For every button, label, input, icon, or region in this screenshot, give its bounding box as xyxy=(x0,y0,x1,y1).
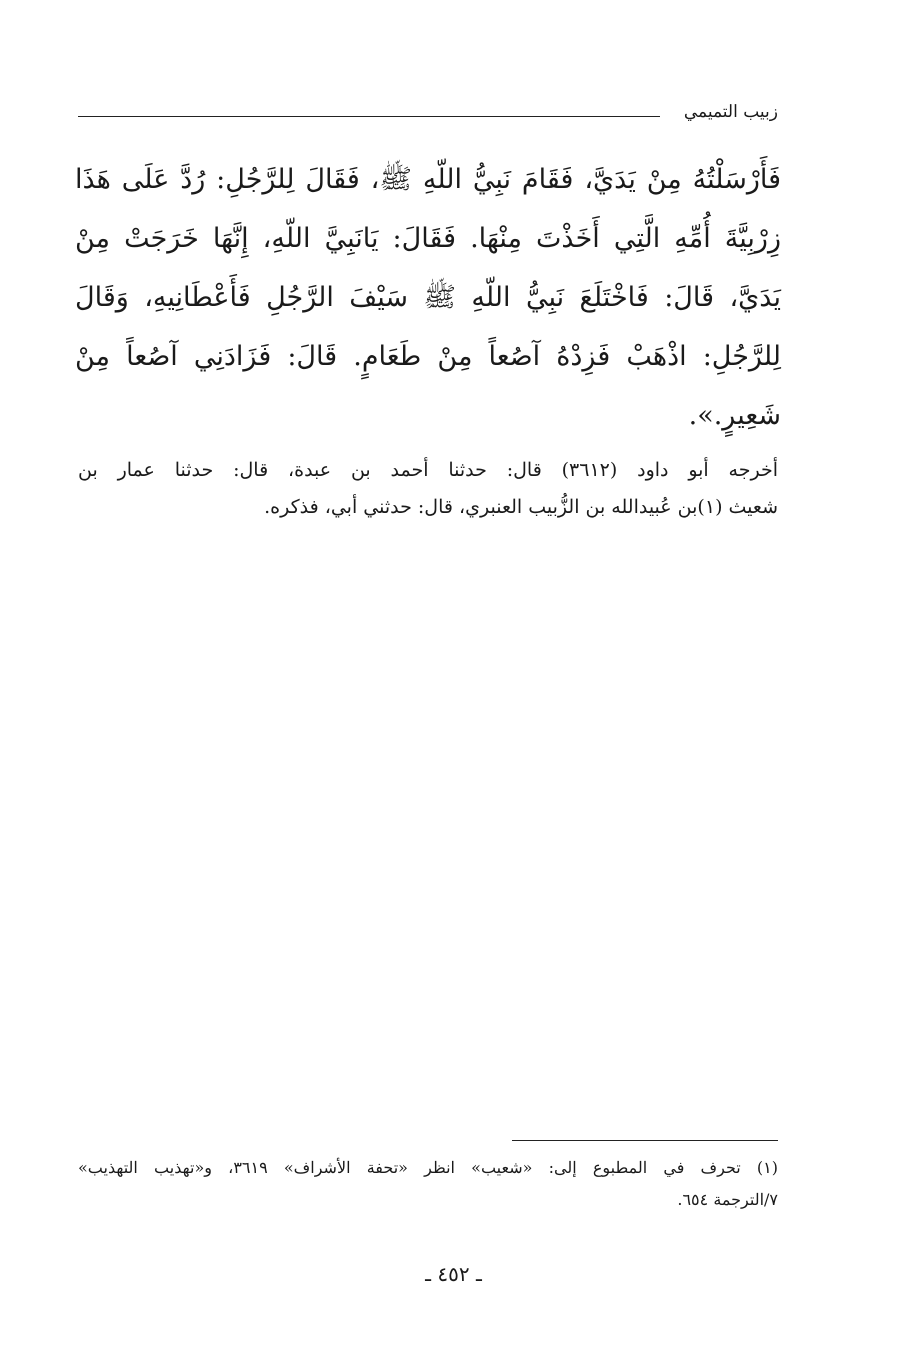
hadith-line: زِرْبِيَّةَ أُمِّهِ الَّتِي أَخَذْتَ مِنْهَا. فَقَالَ: يَانَبِيَّ اللّهِ، إِنَّهَا خَرَجَتْ مِنْ xyxy=(75,223,781,254)
takhrij-paragraph xyxy=(78,452,778,526)
hadith-line: شَعِيرٍ.». xyxy=(688,400,781,431)
footnote-line: ٧/الترجمة ٦٥٤. xyxy=(677,1190,778,1209)
hadith-line: يَدَيَّ، قَالَ: فَاخْتَلَعَ نَبِيُّ اللّهِ ﷺ سَيْفَ الرَّجُلِ فَأَعْطَانِيهِ، وَقَالَ xyxy=(75,282,781,313)
running-title: زبيب التميمي xyxy=(683,102,778,122)
footnotes xyxy=(78,1152,778,1216)
takhrij-line: أخرجه أبو داود (٣٦١٢) قال: حدثنا أحمد بن عبدة، قال: حدثنا عمار بن xyxy=(78,459,778,481)
page-number: ـ ٤٥٢ ـ xyxy=(425,1262,482,1286)
hadith-line: لِلرَّجُلِ: اذْهَبْ فَزِدْهُ آصُعاً مِنْ طَعَامٍ. قَالَ: فَزَادَنِي آصُعاً مِنْ xyxy=(75,341,781,372)
footnote-rule xyxy=(512,1140,778,1141)
header-rule xyxy=(78,116,660,117)
hadith-text xyxy=(75,150,781,445)
takhrij-line: شعيث (١)بن عُبيدالله بن الزُّبيب العنبري، قال: حدثني أبي، فذكره. xyxy=(264,496,778,518)
hadith-line: فَأَرْسَلْتُهُ مِنْ يَدَيَّ، فَقَامَ نَبِيُّ اللّهِ ﷺ، فَقَالَ لِلرَّجُلِ: رُدَّ عَلَى هَذَا xyxy=(75,164,781,195)
running-header xyxy=(78,96,778,136)
footnote-line: (١) تحرف في المطبوع إلى: «شعيب» انظر «تحفة الأشراف» ٣٦١٩، و«تهذيب التهذيب» xyxy=(78,1158,778,1177)
